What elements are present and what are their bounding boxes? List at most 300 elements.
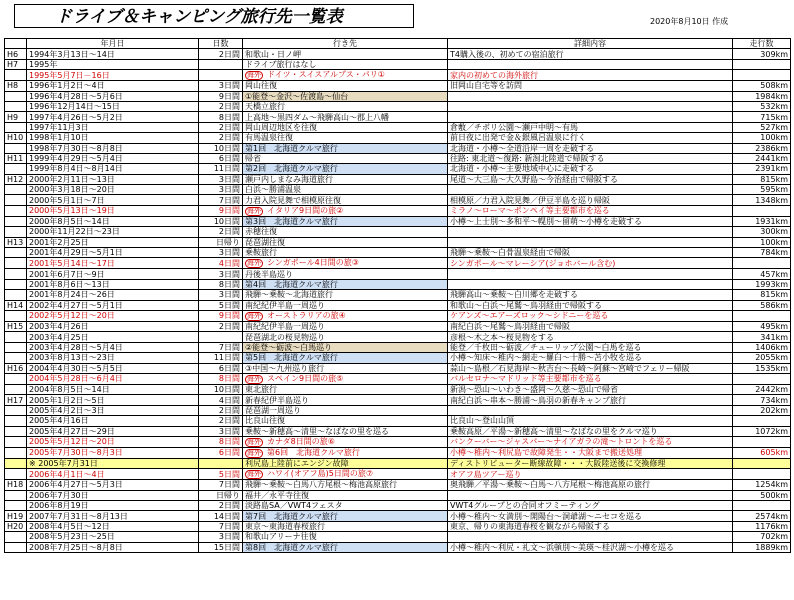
days-cell [199, 205, 243, 216]
date-cell [27, 532, 199, 542]
days-cell-text: 2日間 [218, 322, 240, 332]
details-cell [448, 363, 733, 373]
details-cell [448, 70, 733, 81]
table-row [5, 258, 791, 269]
table-row [5, 101, 791, 111]
date-cell-text: 2003年8月13日～23日 [29, 353, 115, 363]
distance-cell [733, 458, 791, 468]
distance-cell [733, 195, 791, 205]
table-row [5, 70, 791, 81]
date-cell [27, 91, 199, 101]
table-row [5, 353, 791, 363]
destination-cell-text: 第3回 北海道クルマ旅行 [245, 217, 338, 227]
era-cell [5, 532, 27, 542]
days-cell [199, 70, 243, 81]
distance-cell [733, 405, 791, 415]
days-cell [199, 363, 243, 373]
date-cell-text: 2008年7月25日～8月8日 [29, 542, 123, 552]
days-cell [199, 521, 243, 531]
days-cell [199, 542, 243, 552]
date-cell-text: 2002年4月27日～5月1日 [29, 300, 123, 310]
days-cell [199, 353, 243, 363]
era-cell-text: H10 [7, 133, 24, 143]
distance-cell [733, 185, 791, 195]
details-cell [448, 216, 733, 226]
destination-cell [243, 216, 448, 226]
era-cell [5, 70, 27, 81]
table-row [5, 59, 791, 69]
era-cell [5, 310, 27, 321]
distance-cell [733, 205, 791, 216]
table-row [5, 300, 791, 310]
days-cell-text: 9日間 [218, 91, 240, 101]
distance-cell-text: 1889km [755, 542, 788, 552]
days-cell [199, 532, 243, 542]
era-cell [5, 164, 27, 174]
details-cell-text: ミラノ～ローマ～ポンペイ等主要都市を巡る [450, 206, 610, 216]
days-cell-text: 15日間 [213, 542, 240, 552]
days-cell [199, 248, 243, 258]
days-cell-text: 3日間 [218, 532, 240, 542]
days-cell [199, 469, 243, 480]
days-cell [199, 153, 243, 163]
era-cell-text: H12 [7, 174, 24, 184]
destination-cell [243, 321, 448, 331]
table-row [5, 426, 791, 436]
date-cell [27, 521, 199, 531]
era-cell [5, 447, 27, 458]
days-cell-text: 3日間 [218, 185, 240, 195]
date-cell-text: 2000年2月11日～13日 [29, 174, 115, 184]
details-cell [448, 321, 733, 331]
details-cell [448, 395, 733, 405]
date-cell [27, 49, 199, 59]
destination-cell-text: 乗鞍～新穂高～清里～なばなの里を巡る [245, 426, 389, 436]
date-cell [27, 70, 199, 81]
col-header-days: 日数 [199, 39, 243, 49]
details-cell [448, 501, 733, 511]
date-cell-text: 2001年4月29日～5月1日 [29, 248, 123, 258]
date-cell-text: 2001年8月24日～26日 [29, 290, 115, 300]
date-cell [27, 269, 199, 279]
table-row [5, 248, 791, 258]
destination-cell-text: ドライブ旅行はなし [245, 59, 317, 69]
distance-cell [733, 269, 791, 279]
days-cell-text: 4日間 [218, 395, 240, 405]
date-cell-text: 2000年8月5日～14日 [29, 217, 110, 227]
date-cell-text: 2005年4月27日～29日 [29, 426, 115, 436]
destination-cell-text: 瀬戸内しまなみ海道旅行 [245, 174, 333, 184]
destination-cell-text: 岡山周辺地区を往復 [245, 122, 317, 132]
date-cell-text: 2000年3月18日～20日 [29, 185, 115, 195]
destination-cell-text: 福井／永平寺往復 [245, 490, 309, 500]
table-row [5, 458, 791, 468]
destination-cell [243, 395, 448, 405]
days-cell [199, 227, 243, 237]
days-cell-text: 2日間 [218, 133, 240, 143]
distance-cell [733, 70, 791, 81]
era-cell [5, 521, 27, 531]
details-cell-text: 旧岡山自宅等を訪問 [450, 81, 522, 91]
era-cell [5, 205, 27, 216]
destination-cell-text: 和歌山アリーナ往復 [245, 532, 317, 542]
distance-cell-text: 100km [760, 237, 788, 247]
details-cell [448, 237, 733, 247]
days-cell [199, 279, 243, 289]
destination-cell [243, 122, 448, 132]
date-cell-text: 2005年1月2日～5日 [29, 395, 105, 405]
destination-cell-text: 第1回 北海道クルマ旅行 [245, 143, 338, 153]
details-cell-text: 飛騨高山～乗鞍～白川郷を走破する [450, 290, 578, 300]
destination-cell [243, 59, 448, 69]
details-cell [448, 405, 733, 415]
overseas-marker-icon: 海外 [247, 259, 261, 268]
date-cell [27, 81, 199, 91]
distance-cell [733, 511, 791, 521]
era-cell [5, 269, 27, 279]
era-cell [5, 542, 27, 552]
distance-cell [733, 363, 791, 373]
distance-cell [733, 248, 791, 258]
date-cell-text: 2002年5月12日～20日 [29, 311, 115, 321]
days-cell [199, 300, 243, 310]
destination-cell [243, 81, 448, 91]
days-cell [199, 458, 243, 468]
details-cell-text: ディストリビューター断線故障・・・大阪陸送後に交換修理 [450, 459, 666, 469]
details-cell [448, 59, 733, 69]
days-cell [199, 436, 243, 447]
details-cell-text: 比良山～登山山頂 [450, 416, 514, 426]
distance-cell [733, 122, 791, 132]
days-cell-text: 7日間 [218, 342, 240, 352]
details-cell [448, 248, 733, 258]
destination-cell-text: 利尻島上陸前にエンジン故障 [245, 459, 349, 469]
destination-cell-text: 琵琶湖一周巡り [245, 405, 301, 415]
distance-cell-text: 734km [760, 395, 788, 405]
era-cell [5, 143, 27, 153]
details-cell [448, 353, 733, 363]
distance-cell [733, 310, 791, 321]
table-row [5, 269, 791, 279]
details-cell [448, 290, 733, 300]
details-cell-text: 北海道・小樽～全道沿岸一周を走破する [450, 143, 594, 153]
destination-cell [243, 353, 448, 363]
details-cell-text: 相模原／力君入院見舞／伊豆半島を巡り帰阪 [450, 195, 610, 205]
date-cell [27, 321, 199, 331]
distance-cell [733, 143, 791, 153]
destination-cell-text: 乗鞍旅行 [245, 248, 277, 258]
destination-cell [243, 258, 448, 269]
table-row [5, 216, 791, 226]
destination-cell-text: 新春紀伊半島巡り [245, 395, 309, 405]
destination-cell [243, 521, 448, 531]
destination-cell [243, 363, 448, 373]
table-row [5, 521, 791, 531]
era-cell [5, 395, 27, 405]
date-cell [27, 405, 199, 415]
era-cell-text: H6 [7, 49, 19, 59]
date-cell [27, 501, 199, 511]
date-cell [27, 447, 199, 458]
era-cell [5, 321, 27, 331]
date-cell [27, 436, 199, 447]
destination-cell [243, 248, 448, 258]
details-cell-text: 東京、帰りの東海道春桜を観ながら帰阪する [450, 522, 610, 532]
table-row [5, 237, 791, 247]
distance-cell [733, 81, 791, 91]
date-cell [27, 185, 199, 195]
destination-cell-text: 淡路島SA／VWT4フェスタ [245, 501, 343, 511]
era-cell-text: H9 [7, 112, 19, 122]
era-cell-text: H14 [7, 300, 24, 310]
destination-cell [243, 332, 448, 342]
era-cell [5, 185, 27, 195]
destination-cell-text: 有馬温泉往復 [245, 133, 293, 143]
distance-cell-text: 2055km [755, 353, 788, 363]
date-cell-text: 1994年3月13日～14日 [29, 49, 115, 59]
table-row [5, 384, 791, 394]
destination-cell-text: 南紀紀伊半島一周巡り [245, 300, 325, 310]
destination-cell [243, 532, 448, 542]
era-cell [5, 511, 27, 521]
days-cell [199, 426, 243, 436]
destination-cell [243, 174, 448, 184]
days-cell-text: 6日間 [218, 448, 240, 458]
date-cell [27, 342, 199, 352]
destination-cell [243, 195, 448, 205]
col-header-destination: 行き先 [243, 39, 448, 49]
destination-cell [243, 384, 448, 394]
destination-cell [243, 469, 448, 480]
distance-cell-text: 300km [760, 227, 788, 237]
details-cell [448, 416, 733, 426]
date-cell [27, 279, 199, 289]
details-cell [448, 310, 733, 321]
destination-cell-text: 丹後半島巡り [245, 269, 293, 279]
details-cell-text: 小樽～上士別～多和平～幌別～留萌～小樽を走破する [450, 217, 642, 227]
destination-cell [243, 436, 448, 447]
era-cell-text: H20 [7, 522, 24, 532]
table-row [5, 290, 791, 300]
details-cell-text: 能登／千枚田～砺波／チューリップ公園～白馬を巡る [450, 342, 642, 352]
days-cell-text: 11日間 [213, 353, 240, 363]
distance-cell [733, 237, 791, 247]
days-cell [199, 237, 243, 247]
details-cell [448, 143, 733, 153]
distance-cell [733, 101, 791, 111]
distance-cell [733, 59, 791, 69]
date-cell [27, 480, 199, 490]
era-cell [5, 258, 27, 269]
destination-cell [243, 133, 448, 143]
table-row [5, 310, 791, 321]
era-cell-text: H13 [7, 237, 24, 247]
destination-cell [243, 269, 448, 279]
days-cell-text: 3日間 [218, 290, 240, 300]
table-row [5, 195, 791, 205]
date-cell [27, 384, 199, 394]
days-cell-text: 9日間 [218, 206, 240, 216]
table-body [5, 49, 791, 553]
distance-cell-text: 309km [760, 49, 788, 59]
destination-cell-text: 岡山往復 [245, 81, 277, 91]
days-cell [199, 310, 243, 321]
table-row [5, 133, 791, 143]
destination-cell [243, 153, 448, 163]
details-cell [448, 447, 733, 458]
details-cell [448, 342, 733, 352]
distance-cell [733, 395, 791, 405]
days-cell-text: 2日間 [218, 416, 240, 426]
destination-cell [243, 490, 448, 500]
details-cell [448, 185, 733, 195]
days-cell-text: 8日間 [218, 437, 240, 447]
days-cell [199, 480, 243, 490]
distance-cell [733, 216, 791, 226]
details-cell-text: 南紀白浜～尾鷲～鳥羽経由で帰阪 [450, 322, 570, 332]
days-cell-text: 3日間 [218, 248, 240, 258]
days-cell [199, 143, 243, 153]
days-cell-text: 2日間 [218, 405, 240, 415]
distance-cell [733, 227, 791, 237]
details-cell [448, 164, 733, 174]
distance-cell-text: 527km [760, 122, 788, 132]
details-cell-text: シンガポール～マレーシア(ジョホバール含む) [450, 258, 616, 268]
era-cell-text: H17 [7, 395, 24, 405]
distance-cell [733, 164, 791, 174]
date-cell [27, 174, 199, 184]
destination-cell-text: カナダ8日間の旅⑥ [267, 436, 335, 446]
era-cell [5, 480, 27, 490]
table-row [5, 91, 791, 101]
days-cell [199, 447, 243, 458]
distance-cell [733, 480, 791, 490]
distance-cell [733, 174, 791, 184]
details-cell [448, 91, 733, 101]
days-cell [199, 384, 243, 394]
era-cell [5, 332, 27, 342]
details-cell [448, 458, 733, 468]
date-cell [27, 290, 199, 300]
distance-cell-text: 457km [760, 269, 788, 279]
details-cell [448, 279, 733, 289]
destination-cell-text: 第5回 北海道クルマ旅行 [245, 353, 338, 363]
destination-cell [243, 416, 448, 426]
date-cell [27, 426, 199, 436]
days-cell-text: 9日間 [218, 311, 240, 321]
date-cell [27, 227, 199, 237]
distance-cell [733, 91, 791, 101]
table-row [5, 164, 791, 174]
date-cell-text: 2003年4月25日 [29, 332, 89, 342]
destination-cell-text: 天橋立旅行 [245, 102, 285, 112]
date-cell-text: 2006年7月30日 [29, 490, 89, 500]
distance-cell [733, 342, 791, 352]
days-cell-text: 8日間 [218, 112, 240, 122]
days-cell [199, 122, 243, 132]
details-cell-text: 尾道～大三島～大久野島～今治経由で帰阪する [450, 174, 618, 184]
distance-cell-text: 595km [760, 185, 788, 195]
destination-cell-text: 和歌山・日ノ岬 [245, 49, 301, 59]
days-cell [199, 416, 243, 426]
details-cell [448, 205, 733, 216]
distance-cell-text: 532km [760, 102, 788, 112]
destination-cell [243, 542, 448, 552]
era-cell-text: H11 [7, 154, 24, 164]
date-cell [27, 122, 199, 132]
details-cell-text: 倉敷／チボリ公園～瀬戸中明～有馬 [450, 122, 578, 132]
distance-cell-text: 2391km [755, 164, 788, 174]
date-cell [27, 310, 199, 321]
details-cell-text: 小樽～知床～稚内～網走～羅臼～十勝～苫小牧を巡る [450, 353, 642, 363]
table-row [5, 153, 791, 163]
era-cell [5, 133, 27, 143]
details-cell [448, 480, 733, 490]
details-cell [448, 521, 733, 531]
days-cell [199, 511, 243, 521]
date-cell-text: 2008年4月5日～12日 [29, 522, 110, 532]
era-cell [5, 227, 27, 237]
details-cell [448, 101, 733, 111]
days-cell-text: 2日間 [218, 102, 240, 112]
era-cell [5, 363, 27, 373]
distance-cell-text: 715km [760, 112, 788, 122]
destination-cell [243, 511, 448, 521]
created-date: 2020年8月10日 作成 [650, 17, 729, 26]
days-cell-text: 3日間 [218, 269, 240, 279]
table-row [5, 447, 791, 458]
details-cell [448, 195, 733, 205]
distance-cell-text: 1984km [755, 91, 788, 101]
era-cell [5, 373, 27, 384]
days-cell-text: 10日間 [213, 385, 240, 395]
days-cell-text: 5日間 [218, 300, 240, 310]
era-cell [5, 237, 27, 247]
destination-cell-text: シンガポール4日間の旅③ [267, 258, 359, 268]
destination-cell-text: 第6回 北海道クルマ旅行 [267, 447, 360, 457]
era-cell-text: H15 [7, 322, 24, 332]
days-cell [199, 59, 243, 69]
details-cell-text: VWT4グループとの合同オフミーティング [450, 501, 600, 511]
destination-cell-text: 比良山往復 [245, 416, 285, 426]
distance-cell-text: 100km [760, 133, 788, 143]
days-cell-text: 14日間 [213, 511, 240, 521]
date-cell-text: 2003年4月28日～5月4日 [29, 342, 123, 352]
destination-cell-text: ③中国～九州巡り旅行 [245, 363, 325, 373]
destination-cell-text: オーストラリアの旅④ [267, 310, 346, 320]
destination-cell-text: 力君入院見舞で相模原往復 [245, 195, 341, 205]
details-cell-text: 小樽～稚内～女満別～開陽台～洞爺湖～ニセコを巡る [450, 511, 642, 521]
days-cell [199, 185, 243, 195]
destination-cell-text: 飛騨～乗鞍～北海道旅行 [245, 290, 333, 300]
distance-cell [733, 436, 791, 447]
era-cell [5, 490, 27, 500]
date-cell-text: 1996年4月28日～5月6日 [29, 91, 123, 101]
overseas-marker-icon: 海外 [247, 206, 261, 215]
destination-cell [243, 300, 448, 310]
days-cell [199, 174, 243, 184]
era-cell [5, 153, 27, 163]
distance-cell-text: 1176km [755, 522, 788, 532]
days-cell-text: 2日間 [218, 227, 240, 237]
distance-cell-text: 815km [760, 290, 788, 300]
details-cell [448, 133, 733, 143]
date-cell-text: ※ 2005年7月31日 [29, 459, 98, 469]
date-cell [27, 300, 199, 310]
details-cell-text: 和歌山～白浜～尾鷲～鳥羽経由で帰阪する [450, 300, 602, 310]
distance-cell [733, 258, 791, 269]
days-cell-text: 2日間 [218, 49, 240, 59]
